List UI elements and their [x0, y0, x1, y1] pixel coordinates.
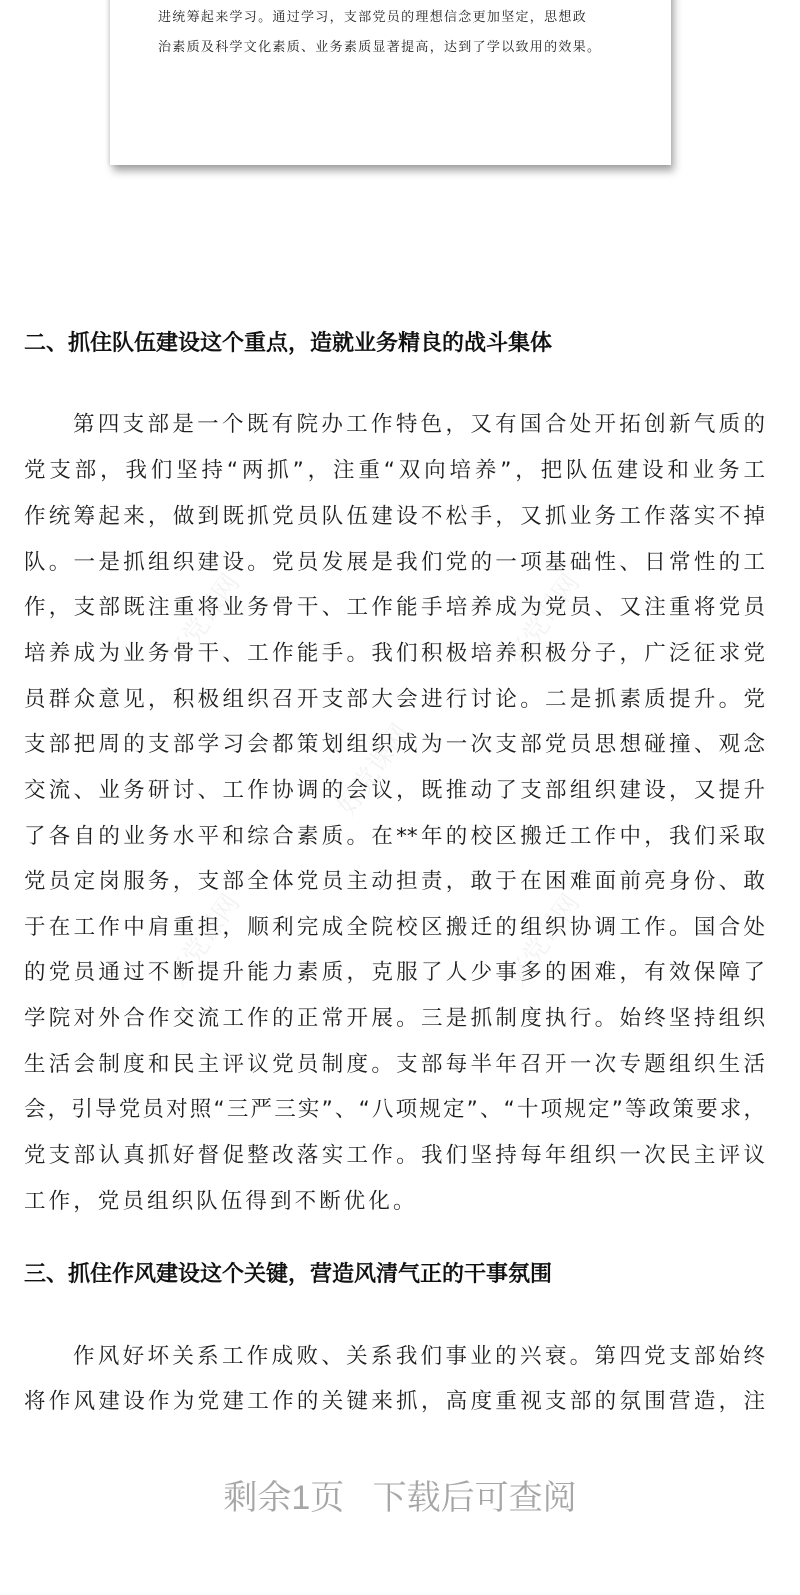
paragraph-line: 党员定岗服务，支部全体党员主动担责，敢于在困难面前亮身份、敢 — [24, 869, 765, 894]
paragraph-line: 员群众意见，积极组织召开支部大会进行讨论。二是抓素质提升。党 — [24, 687, 765, 712]
paragraph-line: 将作风建设作为党建工作的关键来抓，高度重视支部的氛围营造，注 — [24, 1389, 765, 1414]
paragraph-line: 生活会制度和民主评议党员制度。支部每半年召开一次专题组织生活 — [24, 1052, 765, 1077]
section-heading: 二、抓住队伍建设这个重点，造就业务精良的战斗集体 — [24, 331, 553, 356]
watermark: 好党课网 — [161, 888, 247, 992]
paragraph-line: 作，支部既注重将业务骨干、工作能手培养成为党员、又注重将党员 — [24, 595, 765, 620]
watermark: 好党课网 — [501, 888, 587, 992]
document-page-preview — [110, 0, 671, 165]
paragraph-line: 党支部认真抓好督促整改落实工作。我们坚持每年组织一次民主评议 — [24, 1143, 765, 1168]
paragraph-line: 支部把周的支部学习会都策划组织成为一次支部党员思想碰撞、观念 — [24, 732, 765, 757]
paragraph-line: 作统筹起来，做到既抓党员队伍建设不松手，又抓业务工作落实不掉 — [24, 504, 765, 529]
paragraph-line: 党支部，我们坚持“两抓”，注重“双向培养”，把队伍建设和业务工 — [24, 458, 765, 483]
paragraph-line: 工作，党员组织队伍得到不断优化。 — [24, 1189, 418, 1214]
paragraph-line: 第四支部是一个既有院办工作特色，又有国合处开拓创新气质的 — [73, 412, 765, 437]
paragraph-line: 队。一是抓组织建设。党员发展是我们党的一项基础性、日常性的工 — [24, 550, 765, 575]
paragraph-line: 会，引导党员对照“三严三实”、“八项规定”、“十项规定”等政策要求， — [24, 1097, 765, 1122]
paragraph-line: 了各自的业务水平和综合素质。在**年的校区搬迁工作中，我们采取 — [24, 824, 765, 849]
watermark: 好党课网 — [161, 568, 247, 672]
paragraph-line: 培养成为业务骨干、工作能手。我们积极培养积极分子，广泛征求党 — [24, 641, 765, 666]
paragraph-line: 作风好坏关系工作成败、关系我们事业的兴衰。第四党支部始终 — [73, 1344, 765, 1369]
section-heading: 三、抓住作风建设这个关键，营造风清气正的干事氛围 — [24, 1262, 553, 1287]
paragraph-line: 学院对外合作交流工作的正常开展。三是抓制度执行。始终坚持组织 — [24, 1006, 765, 1031]
card-text-line: 进统筹起来学习。通过学习，支部党员的理想信念更加坚定，思想政 — [158, 10, 588, 25]
watermark: 好党课网 — [331, 718, 417, 822]
paragraph-line: 交流、业务研讨、工作协调的会议，既推动了支部组织建设，又提升 — [24, 778, 765, 803]
download-to-view-more-link[interactable]: 剩余1页 下载后可查阅 — [223, 1479, 577, 1517]
card-text-line: 治素质及科学文化素质、业务素质显著提高，达到了学以致用的效果。 — [158, 40, 602, 55]
paragraph-line: 于在工作中肩重担，顺利完成全院校区搬迁的组织协调工作。国合处 — [24, 915, 765, 940]
paragraph-line: 的党员通过不断提升能力素质，克服了人少事多的困难，有效保障了 — [24, 960, 765, 985]
watermark: 好党课网 — [501, 568, 587, 672]
